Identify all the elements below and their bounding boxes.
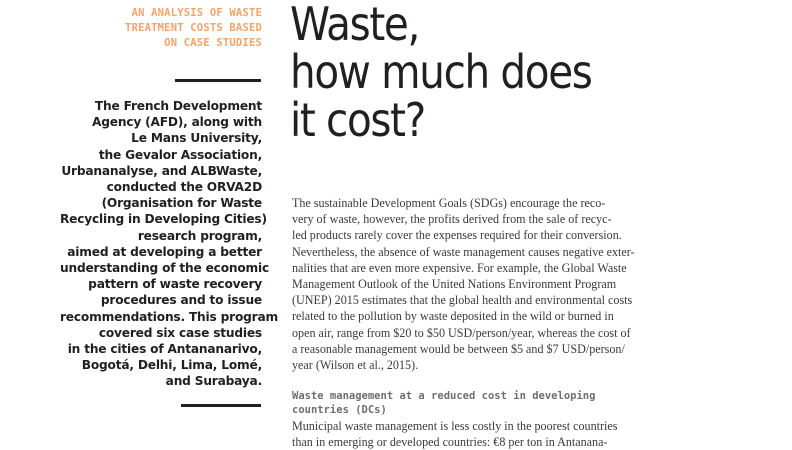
body-line: The sustainable Development Goals (SDGs) encourage the reco- (292, 196, 606, 210)
body-line: Management Outlook of the United Nations Environment Program (292, 277, 617, 292)
body-line: led products rarely cover the expenses required for their conversion. (292, 228, 622, 243)
sidebar-line: research program, (137, 228, 262, 243)
body-line: Nevertheless, the absence of waste management causes negative exter- (292, 244, 635, 259)
sidebar-line: Recycling in Developing Cities) (60, 212, 267, 227)
title-line: Waste, (290, 0, 420, 51)
sidebar-line: covered six case studies (98, 325, 262, 340)
sidebar-line: conducted the ORVA2D (106, 180, 262, 195)
body-line: very of waste, however, the profits derived from the sale of recyc- (292, 212, 612, 227)
sidebar-line: in the cities of Antananarivo, (67, 342, 262, 357)
sidebar-line: and Surabaya. (165, 374, 262, 389)
body-paragraph (292, 195, 635, 373)
sidebar-line: Le Mans University, (131, 131, 262, 146)
body-line: nalities that are even more expensive. For example, the Global Waste (292, 260, 627, 275)
kicker-line: AN ANALYSIS OF WASTE (131, 7, 262, 19)
sidebar-line: (Organisation for Waste (101, 196, 262, 211)
kicker-line: TREATMENT COSTS BASED (125, 22, 262, 34)
sidebar-line: Urbananalyse, and ALBWaste, (61, 163, 262, 178)
sidebar-line: the Gevalor Association, (98, 147, 262, 162)
title-line: how much does (290, 45, 592, 99)
body-line: Municipal waste management is less costly in the poorest countries (292, 419, 618, 433)
sidebar-line: aimed at developing a better (67, 244, 262, 259)
body-line: year (Wilson et al., 2015). (292, 358, 419, 373)
section-kicker (120, 6, 262, 51)
sidebar-line: pattern of waste recovery (88, 277, 262, 292)
body-line: related to the pollution by waste deposited in the wild or burned in (292, 309, 614, 324)
sidebar-line: Bogotá, Delhi, Lima, Lomé, (81, 358, 262, 373)
sidebar-line: The French Development (94, 99, 262, 113)
divider-bottom (181, 404, 261, 407)
sidebar-intro (60, 98, 278, 390)
sidebar-line: recommendations. This program (60, 309, 278, 324)
sidebar-line: procedures and to issue (100, 293, 262, 308)
body-paragraph-2 (292, 418, 632, 450)
body-line: open air, range from $20 to $50 USD/person/year, whereas the cost of (292, 325, 631, 340)
title-line: it cost? (290, 93, 425, 147)
body-line: a reasonable management would be between $5 and $7 USD/person/ (292, 341, 625, 356)
page-title (290, 0, 592, 147)
body-line: than in emerging or developed countries: €8 per ton in Antanana- (292, 435, 608, 450)
sidebar-line: Agency (AFD), along with (92, 115, 262, 130)
section-subheading (292, 389, 632, 417)
subhead-line: countries (DCs) (292, 404, 387, 416)
subhead-line: Waste management at a reduced cost in developing (292, 390, 596, 402)
divider-top (175, 79, 261, 82)
sidebar-line: understanding of the economic (60, 261, 270, 276)
body-line: (UNEP) 2015 estimates that the global health and environmental costs (292, 293, 633, 308)
kicker-line: ON CASE STUDIES (164, 37, 262, 49)
